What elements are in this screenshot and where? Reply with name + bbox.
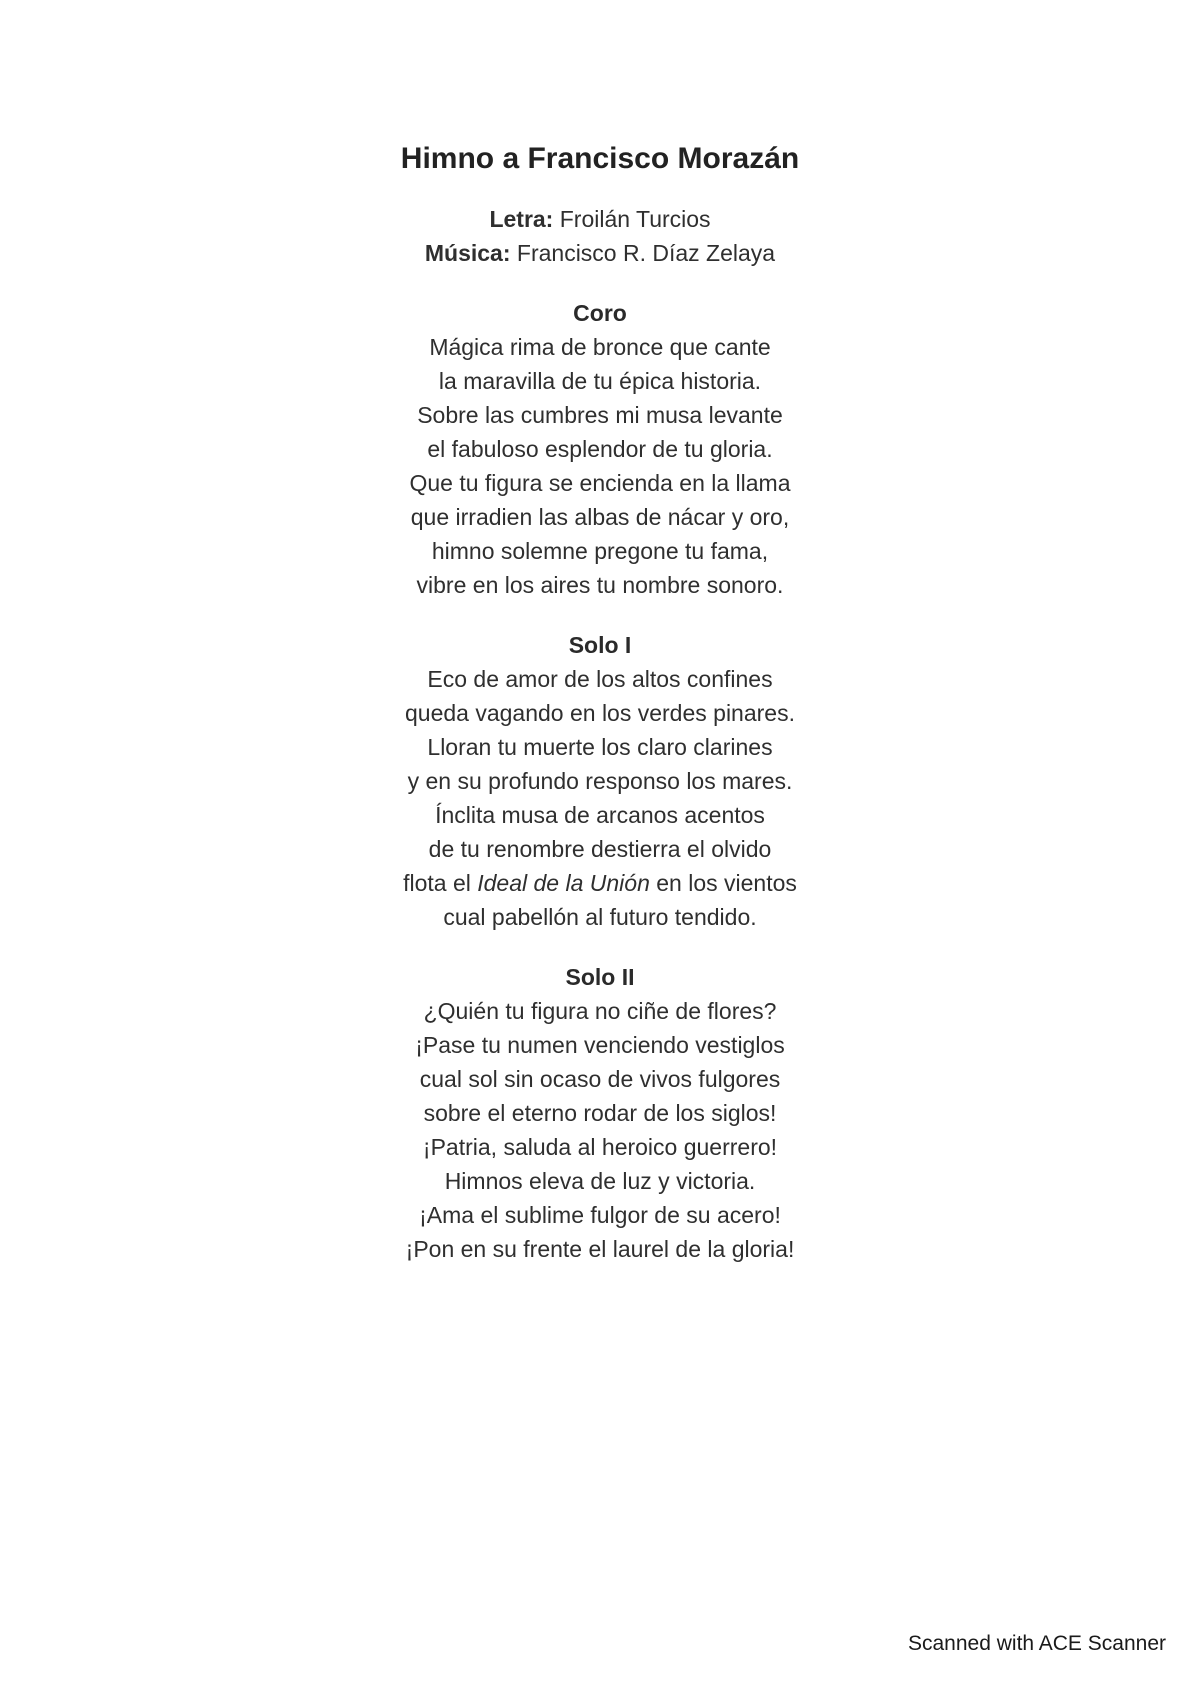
verse-line: sobre el eterno rodar de los siglos! [423,1100,777,1126]
verse-line: ¡Patria, saluda al heroico guerrero! [422,1134,778,1160]
italic-phrase: Ideal de la Unión [477,870,650,896]
verse-line: la maravilla de tu épica historia. [438,368,762,394]
verse-line: cual pabellón al futuro tendido. [443,904,757,930]
verse-line: Himnos eleva de luz y victoria. [444,1168,756,1194]
verse-suffix: en los vientos [649,870,797,896]
section-solo-ii [300,960,900,1266]
verse-line: Mágica rima de bronce que cante [429,334,771,360]
music-label: Música: [424,240,511,266]
verse-line: que irradien las albas de nácar y oro, [410,504,790,530]
verse-line: Eco de amor de los altos confines [427,666,773,692]
verse-line: ¡Ama el sublime fulgor de su acero! [419,1202,781,1228]
verse-line: de tu renombre destierra el olvido [428,836,772,862]
music-credit [300,236,900,270]
hymn-content [300,140,900,1292]
section-heading: Coro [573,300,627,326]
verse-line: y en su profundo responso los mares. [407,768,793,794]
verse-line: ¿Quién tu figura no ciñe de flores? [423,998,777,1024]
lyrics-credit [300,202,900,236]
verse-line: ¡Pase tu numen venciendo vestiglos [415,1032,785,1058]
verse-line-italic-phrase [300,866,900,900]
verse-line: vibre en los aires tu nombre sonoro. [416,572,784,598]
verse-line: cual sol sin ocaso de vivos fulgores [419,1066,781,1092]
verse-line: ¡Pon en su frente el laurel de la gloria! [405,1236,795,1262]
verse-line: el fabuloso esplendor de tu gloria. [427,436,773,462]
section-heading: Solo I [568,632,632,658]
verse-prefix: flota el [403,870,478,896]
section-heading: Solo II [565,964,635,990]
lyrics-label: Letra: [489,206,554,232]
lyrics-author: Froilán Turcios [559,206,711,232]
credits [300,202,900,270]
verse-line: Que tu figura se encienda en la llama [409,470,791,496]
section-solo-i [300,628,900,934]
verse-line: Sobre las cumbres mi musa levante [417,402,783,428]
scanner-watermark: Scanned with ACE Scanner [908,1632,1166,1655]
verse-line: Ínclita musa de arcanos acentos [435,802,765,828]
verse-line: Lloran tu muerte los claro clarines [427,734,773,760]
verse-line: queda vagando en los verdes pinares. [404,700,795,726]
document-title: Himno a Francisco Morazán [400,142,800,175]
verse-line: himno solemne pregone tu fama, [431,538,769,564]
section-coro [300,296,900,602]
music-author: Francisco R. Díaz Zelaya [516,240,776,266]
